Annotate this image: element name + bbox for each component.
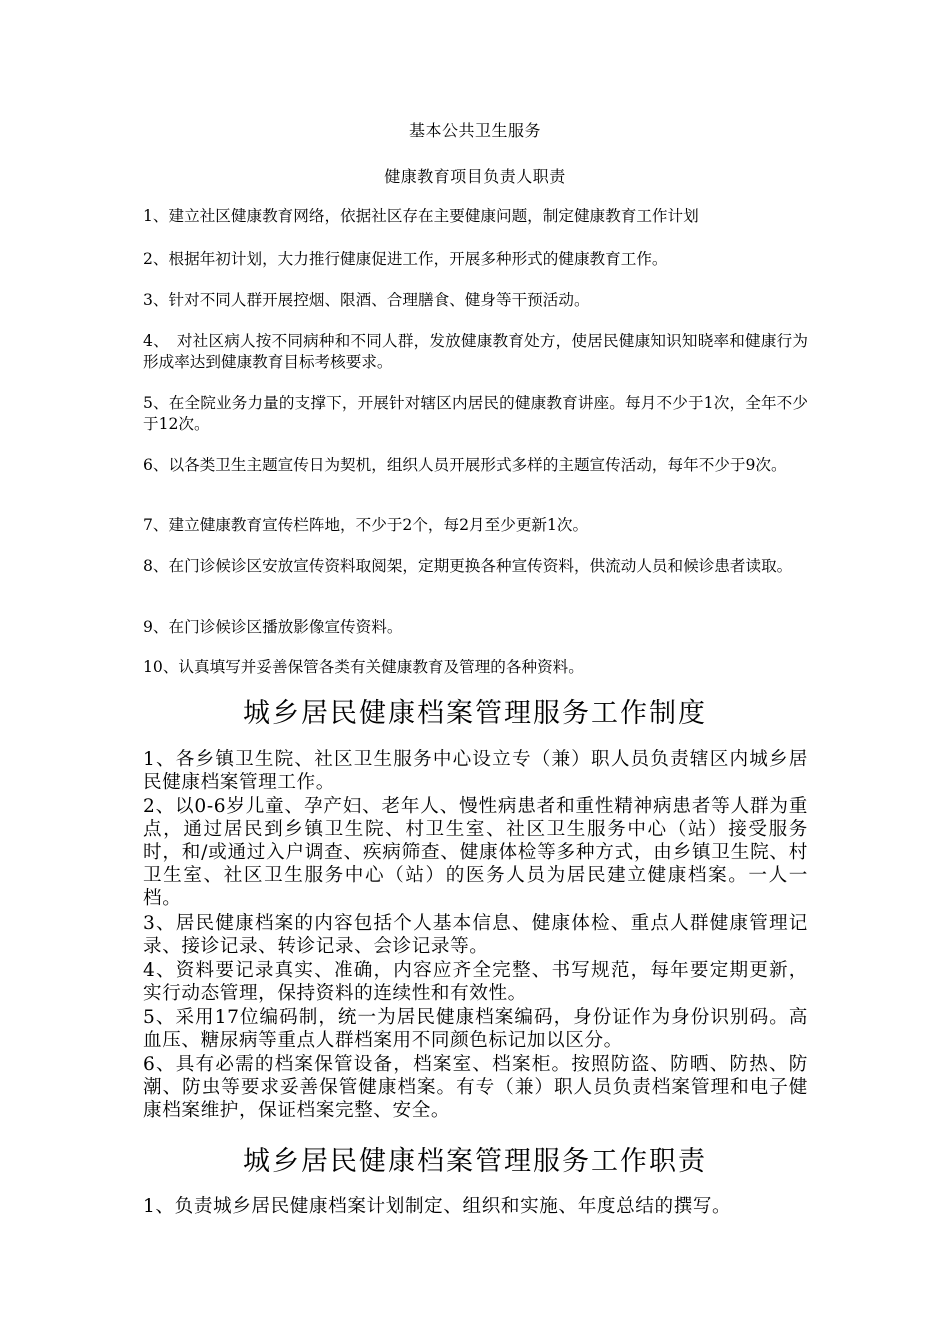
section2-title: 城乡居民健康档案管理服务工作制度 <box>243 698 707 729</box>
list-item: 4、资料要记录真实、准确，内容应齐全完整、书写规范，每年要定期更新，实行动态管理，保持资料的连续性和有效性。 <box>143 960 808 1004</box>
list-item: 10、认真填写并妥善保管各类有关健康教育及管理的各种资料。 <box>143 658 584 676</box>
list-item: 1、负责城乡居民健康档案计划制定、组织和实施、年度总结的撰写。 <box>143 1196 732 1217</box>
list-item: 3、居民健康档案的内容包括个人基本信息、健康体检、重点人群健康管理记录、接诊记录、转诊记录、会诊记录等。 <box>143 913 808 957</box>
section3-title: 城乡居民健康档案管理服务工作职责 <box>243 1146 707 1177</box>
doc-title: 基本公共卫生服务 <box>408 121 541 140</box>
list-item: 2、以0-6岁儿童、孕产妇、老年人、慢性病患者和重性精神病患者等人群为重点，通过居民到乡镇卫生院、村卫生室、社区卫生服务中心（站）接受服务时，和/或通过入户调查、疾病筛查、健康体检等多种方式，由乡镇卫生院、村卫生室、社区卫生服务中心（站）的医务人员为居民建立健康档案。一人一档。 <box>143 796 808 909</box>
list-item: 1、建立社区健康教育网络，依据社区存在主要健康问题，制定健康教育工作计划 <box>143 207 699 225</box>
list-item: 3、针对不同人群开展控烟、限酒、合理膳食、健身等干预活动。 <box>143 291 590 309</box>
list-item: 6、具有必需的档案保管设备，档案室、档案柜。按照防盗、防晒、防热、防潮、防虫等要求妥善保管健康档案。有专（兼）职人员负责档案管理和电子健康档案维护，保证档案完整、安全。 <box>143 1054 808 1121</box>
list-item: 1、各乡镇卫生院、社区卫生服务中心设立专（兼）职人员负责辖区内城乡居民健康档案管理工作。 <box>143 749 808 793</box>
list-item: 5、在全院业务力量的支撑下，开展针对辖区内居民的健康教育讲座。每月不少于1次，全年不少于12次。 <box>143 394 808 433</box>
list-item: 8、在门诊候诊区安放宣传资料取阅架，定期更换各种宣传资料，供流动人员和候诊患者读取。 <box>143 557 793 575</box>
list-item: 9、在门诊候诊区播放影像宣传资料。 <box>143 618 403 636</box>
list-item: 5、采用17位编码制，统一为居民健康档案编码，身份证作为身份识别码。高血压、糖尿病等重点人群档案用不同颜色标记加以区分。 <box>143 1007 808 1051</box>
list-item: 2、根据年初计划，大力推行健康促进工作，开展多种形式的健康教育工作。 <box>143 250 668 268</box>
list-item: 4、 对社区病人按不同病种和不同人群，发放健康教育处方，使居民健康知识知晓率和健康行为形成率达到健康教育目标考核要求。 <box>143 332 808 371</box>
section1-title: 健康教育项目负责人职责 <box>384 167 566 186</box>
list-item: 7、建立健康教育宣传栏阵地，不少于2个，每2月至少更新1次。 <box>143 516 589 534</box>
list-item: 6、以各类卫生主题宣传日为契机，组织人员开展形式多样的主题宣传活动，每年不少于9次。 <box>143 456 787 474</box>
